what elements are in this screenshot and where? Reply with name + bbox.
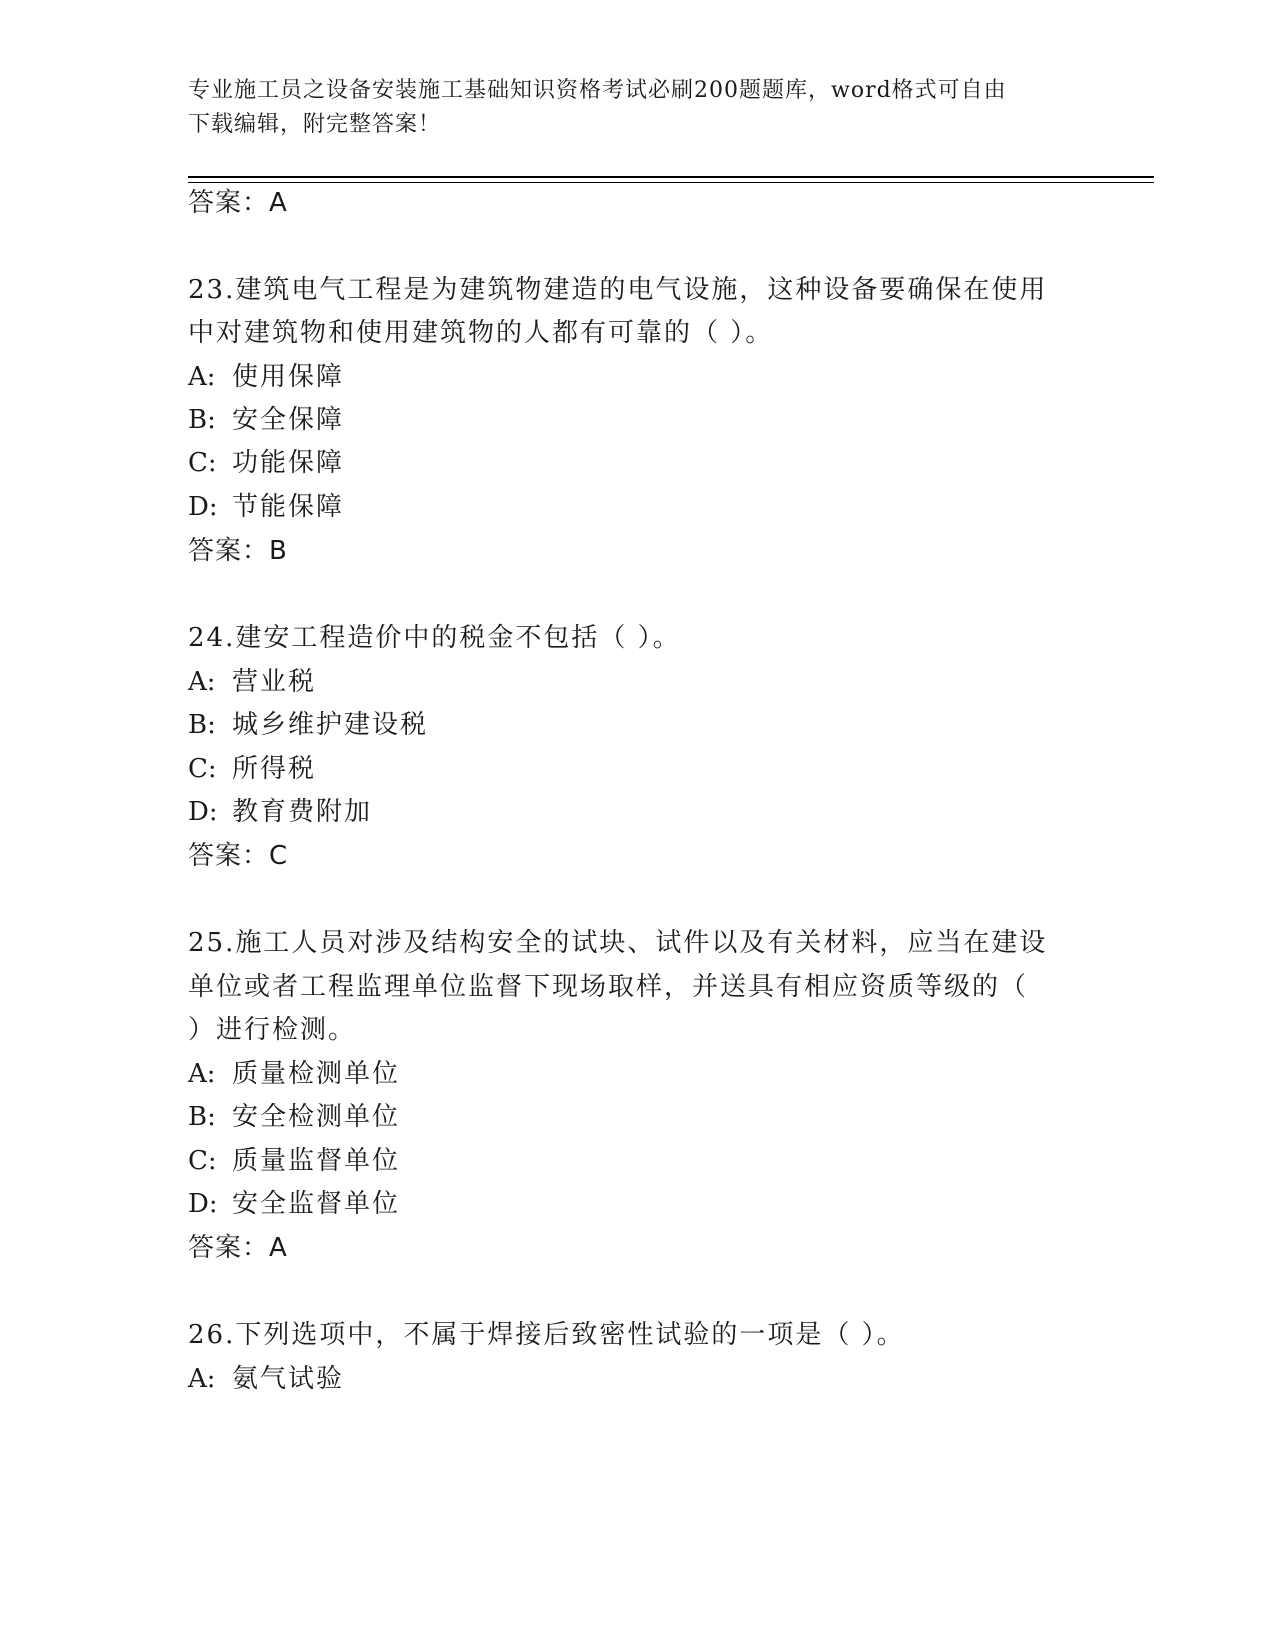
option-text: 使用保障 bbox=[232, 362, 345, 392]
question-25-answer: 答案：A bbox=[188, 1233, 288, 1263]
option-letter: B: bbox=[188, 710, 216, 740]
option-text: 安全检测单位 bbox=[232, 1102, 401, 1132]
question-26-option-a bbox=[188, 1362, 344, 1396]
option-text: 氨气试验 bbox=[232, 1364, 345, 1394]
question-25-stem-line-3: ）进行检测。 bbox=[188, 1015, 357, 1045]
option-text: 所得税 bbox=[232, 754, 317, 784]
question-23-option-b bbox=[188, 403, 344, 437]
question-24-option-d bbox=[188, 795, 372, 829]
option-letter: A: bbox=[188, 667, 216, 697]
option-letter: B: bbox=[188, 405, 216, 435]
page-header bbox=[188, 74, 1078, 142]
option-text: 安全监督单位 bbox=[232, 1189, 401, 1219]
header-divider-thick bbox=[188, 176, 1154, 178]
option-text: 营业税 bbox=[232, 667, 317, 697]
question-25-stem-line-2: 单位或者工程监理单位监督下现场取样，并送具有相应资质等级的（ bbox=[188, 972, 1029, 1002]
option-text: 质量检测单位 bbox=[232, 1059, 401, 1089]
option-text: 质量监督单位 bbox=[232, 1146, 401, 1176]
question-23-stem-line-1: 23.建筑电气工程是为建筑物建造的电气设施，这种设备要确保在使用 bbox=[188, 275, 1048, 305]
question-23-stem-line-2: 中对建筑物和使用建筑物的人都有可靠的（ ）。 bbox=[188, 318, 774, 348]
question-25-option-b bbox=[188, 1100, 400, 1134]
option-text: 教育费附加 bbox=[232, 797, 373, 827]
previous-answer: 答案：A bbox=[188, 188, 288, 218]
question-23-answer: 答案：B bbox=[188, 536, 288, 566]
option-letter: D: bbox=[188, 492, 218, 522]
option-letter: D: bbox=[188, 797, 218, 827]
question-24-stem-line-1: 24.建安工程造价中的税金不包括（ ）。 bbox=[188, 623, 681, 653]
question-24-answer: 答案：C bbox=[188, 841, 289, 871]
question-25-option-c bbox=[188, 1144, 400, 1178]
question-23-option-c bbox=[188, 446, 344, 480]
option-letter: A: bbox=[188, 362, 216, 392]
option-text: 功能保障 bbox=[232, 448, 345, 478]
header-divider-thin bbox=[188, 182, 1154, 183]
header-line-2: 下载编辑，附完整答案！ bbox=[188, 112, 442, 137]
option-text: 节能保障 bbox=[232, 492, 345, 522]
option-letter: B: bbox=[188, 1102, 216, 1132]
option-letter: A: bbox=[188, 1059, 216, 1089]
option-letter: D: bbox=[188, 1189, 218, 1219]
question-25-stem-line-1: 25.施工人员对涉及结构安全的试块、试件以及有关材料，应当在建设 bbox=[188, 928, 1048, 958]
question-24-option-c bbox=[188, 752, 316, 786]
option-letter: C: bbox=[188, 448, 217, 478]
question-25-option-a bbox=[188, 1057, 400, 1091]
question-26-stem-line-1: 26.下列选项中，不属于焊接后致密性试验的一项是（ ）。 bbox=[188, 1320, 905, 1350]
option-text: 城乡维护建设税 bbox=[232, 710, 429, 740]
header-line-1: 专业施工员之设备安装施工基础知识资格考试必刷200题题库，word格式可自由 bbox=[188, 78, 1007, 103]
question-25-option-d bbox=[188, 1187, 400, 1221]
question-24-option-b bbox=[188, 708, 428, 742]
option-letter: C: bbox=[188, 754, 217, 784]
option-text: 安全保障 bbox=[232, 405, 345, 435]
option-letter: A: bbox=[188, 1364, 216, 1394]
option-letter: C: bbox=[188, 1146, 217, 1176]
question-23-option-d bbox=[188, 490, 344, 524]
question-23-option-a bbox=[188, 360, 344, 394]
question-24-option-a bbox=[188, 665, 316, 699]
